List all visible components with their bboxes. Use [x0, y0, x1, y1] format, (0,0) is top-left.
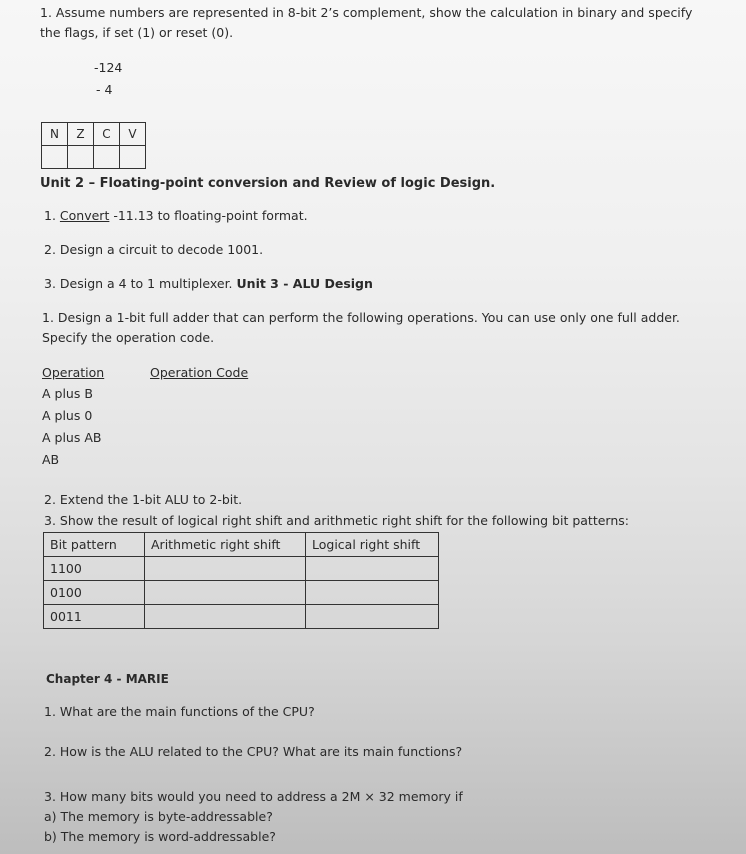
chapter-4-question-1: 1. What are the main functions of the CPU? [44, 704, 315, 719]
flag-c-value [94, 146, 120, 169]
operation-item: AB [42, 452, 60, 467]
flag-v-label: V [120, 123, 146, 146]
bit-pattern-cell: 0011 [44, 605, 145, 629]
operation-header: Operation [42, 365, 105, 380]
operand-a: -124 [94, 60, 123, 75]
flag-n-label: N [42, 123, 68, 146]
question-text: 3. Design a 4 to 1 multiplexer. [44, 276, 237, 291]
arithmetic-shift-cell [145, 581, 306, 605]
operation-item: A plus B [42, 386, 93, 401]
unit-3-question-2: 2. Extend the 1-bit ALU to 2-bit. [44, 492, 243, 507]
flag-n-value [42, 146, 68, 169]
question-1-line-2: the flags, if set (1) or reset (0). [40, 25, 234, 40]
operand-b: - 4 [96, 82, 113, 97]
unit-2-question-2: 2. Design a circuit to decode 1001. [44, 242, 264, 257]
flags-table [41, 122, 146, 169]
column-header-bit-pattern: Bit pattern [44, 533, 145, 557]
chapter-4-question-3b: b) The memory is word-addressable? [44, 829, 276, 844]
operation-item: A plus AB [42, 430, 102, 445]
unit-3-heading: Unit 3 - ALU Design [236, 276, 373, 291]
table-row [44, 557, 439, 581]
operation-item: A plus 0 [42, 408, 93, 423]
chapter-4-question-2: 2. How is the ALU related to the CPU? What are its main functions? [44, 744, 463, 759]
arithmetic-shift-cell [145, 605, 306, 629]
shift-table [43, 532, 439, 629]
column-header-logical-shift: Logical right shift [306, 533, 439, 557]
bit-pattern-cell: 1100 [44, 557, 145, 581]
logical-shift-cell [306, 581, 439, 605]
logical-shift-cell [306, 557, 439, 581]
unit-2-question-3 [44, 276, 373, 292]
flag-v-value [120, 146, 146, 169]
table-row [44, 605, 439, 629]
chapter-4-heading: Chapter 4 - MARIE [46, 672, 169, 686]
table-row [44, 581, 439, 605]
chapter-4-question-3: 3. How many bits would you need to address a 2M × 32 memory if [44, 789, 463, 804]
flag-c-label: C [94, 123, 120, 146]
unit-3-question-1-line-2: Specify the operation code. [42, 330, 215, 345]
bit-pattern-cell: 0100 [44, 581, 145, 605]
unit-3-question-3: 3. Show the result of logical right shift and arithmetic right shift for the following bit patterns: [44, 513, 629, 528]
question-1-line-1: 1. Assume numbers are represented in 8-bit 2’s complement, show the calculation in binary and specify [40, 5, 693, 20]
question-text: -11.13 to floating-point format. [109, 208, 308, 223]
unit-2-heading: Unit 2 – Floating-point conversion and Review of logic Design. [40, 176, 496, 191]
unit-3-question-1-line-1: 1. Design a 1-bit full adder that can perform the following operations. You can use only one full adder. [42, 310, 680, 325]
flag-z-value [68, 146, 94, 169]
unit-2-question-1 [44, 208, 308, 224]
table-header-row [44, 533, 439, 557]
logical-shift-cell [306, 605, 439, 629]
arithmetic-shift-cell [145, 557, 306, 581]
flag-z-label: Z [68, 123, 94, 146]
convert-word: Convert [59, 208, 110, 223]
question-number: 1. [44, 208, 56, 223]
chapter-4-question-3a: a) The memory is byte-addressable? [44, 809, 273, 824]
column-header-arithmetic-shift: Arithmetic right shift [145, 533, 306, 557]
operation-code-header: Operation Code [150, 365, 249, 380]
